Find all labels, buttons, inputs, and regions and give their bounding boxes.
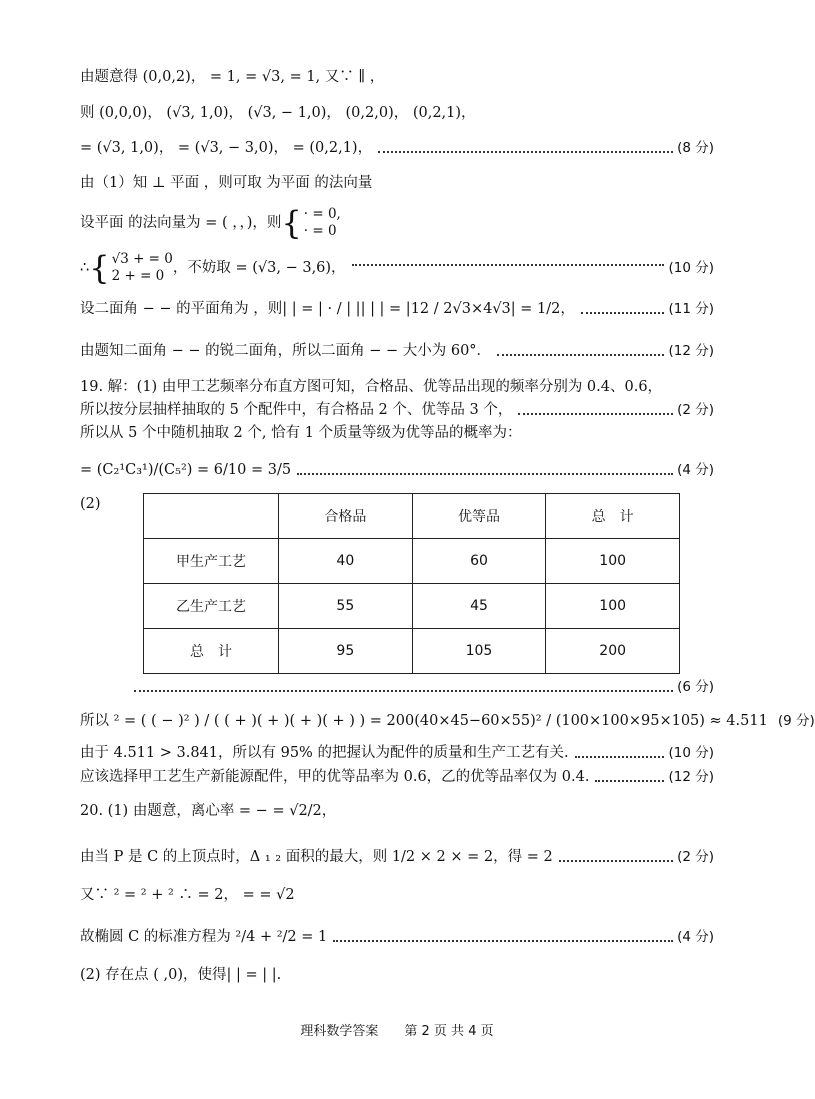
text-line xyxy=(80,459,714,481)
line-text: 故椭圆 C 的标准方程为 ²/4 + ²/2 = 1 xyxy=(80,929,328,945)
line-text: 设平面 的法向量为 = ( ，，)，则 xyxy=(80,215,282,231)
text-line xyxy=(80,964,714,986)
dot-leader xyxy=(134,690,673,692)
table-header-cell xyxy=(144,494,279,539)
equation-line: · = 0 xyxy=(303,223,337,239)
line-text: 由于 4.511 > 3.841，所以有 95% 的把握认为配件的质量和生产工艺有关. xyxy=(80,745,569,761)
line-text: 由（1）知 ⊥ 平面 ，则可取 为平面 的法向量 xyxy=(80,175,373,191)
line-text: 设二面角 − − 的平面角为 ，则| | = | · / | || | | = |12 / 2√3×4√3| = 1/2， xyxy=(80,301,575,317)
dot-leader xyxy=(575,756,665,758)
equation-line: · = 0, xyxy=(303,206,341,222)
brace-icon: { xyxy=(89,249,110,287)
table-cell: 甲生产工艺 xyxy=(144,539,279,584)
score-mark: (2 分) xyxy=(677,402,714,418)
equation-system xyxy=(89,251,173,285)
equation-line: √3 + = 0 xyxy=(111,251,173,267)
text-line xyxy=(80,926,714,948)
table-row xyxy=(144,539,680,584)
score-mark: (8 分) xyxy=(677,140,714,156)
line-text-after: ，不妨取 = (√3, − 3,6)， xyxy=(172,260,346,276)
line-text: ∴ xyxy=(80,260,90,276)
line-text: (2) xyxy=(80,496,101,512)
line-text: 由题意得 (0,0,2)， = 1, = √3, = 1, 又∵ ∥ ， xyxy=(80,69,385,85)
score-mark: (6 分) xyxy=(677,679,714,695)
score-mark: (2 分) xyxy=(677,849,714,865)
dot-leader xyxy=(333,940,673,942)
table-header-cell: 合格品 xyxy=(279,494,413,539)
table-cell: 总 计 xyxy=(144,629,279,674)
line-text: 所以从 5 个中随机抽取 2 个, 恰有 1 个质量等级为优等品的概率为： xyxy=(80,425,522,441)
text-line xyxy=(80,710,815,732)
table-cell: 乙生产工艺 xyxy=(144,584,279,629)
table-header-row xyxy=(144,494,680,539)
text-line xyxy=(80,137,714,159)
table-cell: 55 xyxy=(279,584,413,629)
table-row xyxy=(144,584,680,629)
text-line xyxy=(80,742,714,764)
text-line xyxy=(80,766,714,788)
score-mark: (10 分) xyxy=(668,745,714,761)
score-mark: (10 分) xyxy=(668,260,714,276)
line-text: 19. 解：(1) 由甲工艺频率分布直方图可知，合格品、优等品出现的频率分别为 0.4、0.6， xyxy=(80,379,663,395)
table-cell: 100 xyxy=(546,539,680,584)
text-line xyxy=(80,340,714,362)
line-text: = (C₂¹C₃¹)/(C₅²) = 6/10 = 3/5 xyxy=(80,462,292,478)
line-text: 应该选择甲工艺生产新能源配件，甲的优等品率为 0.6，乙的优等品率仅为 0.4. xyxy=(80,769,590,785)
text-line xyxy=(80,205,714,241)
score-mark: (9 分) xyxy=(777,713,815,729)
dot-leader xyxy=(297,473,673,475)
line-text: 由当 P 是 C 的上顶点时，Δ ₁ ₂ 面积的最大，则 1/2 × 2 × = 2，得 = 2 xyxy=(80,849,553,865)
score-mark: (12 分) xyxy=(668,343,714,359)
dot-leader xyxy=(352,264,665,266)
line-text: 所以 ² = ( ( − )² ) / ( ( + )( + )( + )( + ) ) = 200(40×45−60×55)² / (100×100×95×105) ≈ 4.511 xyxy=(80,713,768,729)
dot-leader xyxy=(595,780,664,782)
brace-icon: { xyxy=(281,204,302,242)
dot-leader xyxy=(518,413,673,415)
table-header-cell: 总 计 xyxy=(546,494,680,539)
text-line xyxy=(80,376,714,398)
score-mark: (4 分) xyxy=(677,929,714,945)
dot-leader xyxy=(378,151,673,153)
table-cell: 45 xyxy=(412,584,546,629)
dot-leader xyxy=(497,354,664,356)
equation-system xyxy=(281,206,340,240)
text-line xyxy=(80,298,714,320)
dot-leader xyxy=(581,312,665,314)
text-line xyxy=(80,800,714,822)
table-header-cell: 优等品 xyxy=(412,494,546,539)
line-text: 又∵ ² = ² + ² ∴ = 2， = = √2 xyxy=(80,887,295,903)
text-line xyxy=(128,676,714,698)
table-cell: 60 xyxy=(412,539,546,584)
line-text: 由题知二面角 − − 的锐二面角，所以二面角 − − 大小为 60°． xyxy=(80,343,492,359)
line-text: 20. (1) 由题意，离心率 = − = √2/2， xyxy=(80,803,337,819)
table-row xyxy=(144,629,680,674)
line-text: = (√3, 1,0)， = (√3, − 3,0)， = (0,2,1)， xyxy=(80,140,373,156)
table-cell: 40 xyxy=(279,539,413,584)
text-line xyxy=(80,846,714,868)
line-text: (2) 存在点 ( ,0)，使得| | = | |. xyxy=(80,967,282,983)
score-mark: (4 分) xyxy=(677,462,714,478)
table-cell: 100 xyxy=(546,584,680,629)
text-line xyxy=(80,399,714,421)
table-cell: 200 xyxy=(546,629,680,674)
text-line xyxy=(80,172,714,194)
line-text: 则 (0,0,0)， (√3, 1,0)， (√3, − 1,0)， (0,2,0)， (0,2,1)， xyxy=(80,105,476,121)
score-mark: (12 分) xyxy=(668,769,714,785)
page-footer: 理科数学答案 第 2 页 共 4 页 xyxy=(300,1024,494,1039)
score-mark: (11 分) xyxy=(668,301,714,317)
contingency-table xyxy=(143,493,680,674)
equation-line: 2 + = 0 xyxy=(111,268,165,284)
text-line xyxy=(80,884,714,906)
table-cell: 105 xyxy=(412,629,546,674)
dot-leader xyxy=(559,860,673,862)
text-line xyxy=(80,422,714,444)
text-line xyxy=(80,66,714,88)
line-text: 所以按分层抽样抽取的 5 个配件中，有合格品 2 个、优等品 3 个， xyxy=(80,402,513,418)
text-line xyxy=(80,250,714,286)
text-line xyxy=(80,102,714,124)
table-cell: 95 xyxy=(279,629,413,674)
